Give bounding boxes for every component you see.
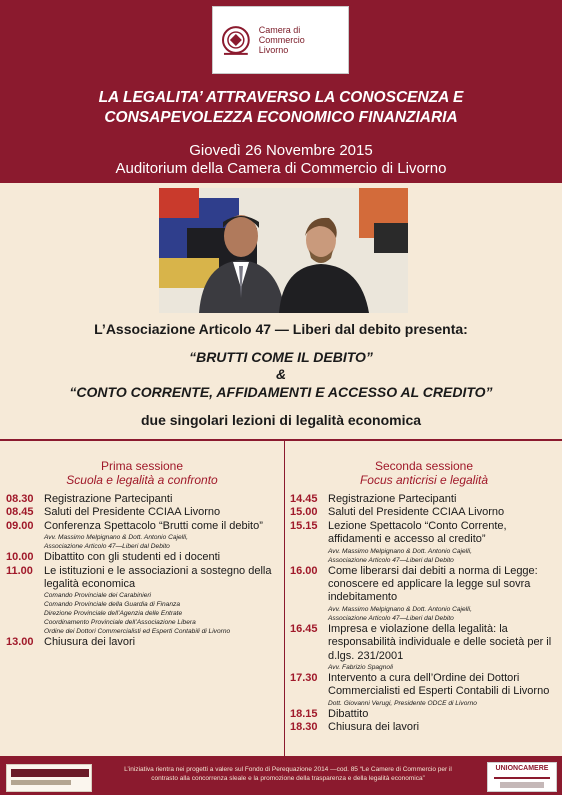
speaker-note: Comando Provinciale della Guardia di Finanza [44, 601, 180, 609]
schedule-time: 14.45 [290, 493, 318, 505]
session2-name: Seconda sessione [374, 459, 474, 473]
schedule-row [290, 565, 558, 605]
schedule-time: 11.00 [6, 564, 33, 577]
schedule-item: Dibattito [328, 707, 369, 720]
schedule-item: Registrazione Partecipanti [44, 493, 173, 505]
schedule-time: 08.30 [6, 493, 34, 505]
schedule-item: Impresa e violazione della legalità: la responsabilità individuale e delle società per il d.lgs. 231/2001 [328, 622, 552, 662]
speaker-note: Ordine dei Dottori Commercialisti ed Esperti Contabili di Livorno [44, 628, 231, 636]
session2-schedule [290, 493, 558, 735]
speaker-note: Dott. Giovanni Verugi, Presidente ODCE di Livorno [328, 699, 477, 707]
schedule-row [6, 636, 284, 649]
logo-line1: Camera di Commercio [258, 25, 305, 45]
horizontal-divider [0, 439, 562, 441]
speakers-photo [159, 188, 408, 313]
logo-text [259, 25, 348, 55]
content-panel [0, 183, 562, 756]
schedule-time: 16.45 [290, 622, 318, 635]
event-venue: Auditorium della Camera di Commercio di Livorno [115, 160, 447, 177]
schedule-row [290, 672, 558, 699]
speaker-note: Avv. Fabrizio Spagnoli [328, 664, 393, 672]
schedule-item: Registrazione Partecipanti [328, 493, 457, 505]
schedule-item: Le istituzioni e le associazioni a sostegno della legalità economica [44, 564, 272, 591]
unioncamere-logo [487, 762, 557, 792]
partner-logo-left [6, 764, 92, 792]
schedule-item: Come liberarsi dai debiti a norma di Legge: conoscere ed applicare la legge sul sovra indebitamento [328, 564, 538, 604]
speaker-note: Avv. Massimo Melpignano & Dott. Antonio Cajelli, [328, 547, 472, 555]
schedule-time: 08.45 [6, 506, 34, 519]
schedule-row [290, 493, 558, 506]
schedule-item: Lezione Spettacolo “Conto Corrente, affidamenti e accesso al credito” [328, 519, 507, 546]
schedule-time: 16.00 [290, 564, 318, 577]
speakers-photo-illustration [159, 188, 408, 313]
speaker-note: Avv. Massimo Melpignano & Dott. Antonio Cajelli, [328, 605, 472, 613]
intro-line: L’Associazione Articolo 47 — Liberi dal debito presenta: [94, 321, 468, 337]
speaker-note: Associazione Articolo 47—Liberi dal Debito [44, 543, 170, 551]
logo-line2: Livorno [258, 45, 289, 55]
session1-schedule [6, 493, 284, 650]
schedule-item: Saluti del Presidente CCIAA Livorno [44, 506, 221, 519]
session1-subtitle: Scuola e legalità a confronto [66, 473, 218, 487]
schedule-item: Intervento a cura dell’Ordine dei Dottori Commercialisti ed Esperti Contabili di Livorno [328, 672, 550, 698]
event-title [0, 88, 562, 128]
speaker-note: Associazione Articolo 47—Liberi dal Debito [328, 614, 454, 622]
schedule-time: 13.00 [6, 636, 34, 649]
schedule-row [290, 506, 558, 519]
schedule-item: Conferenza Spettacolo “Brutti come il debito” [44, 519, 263, 532]
schedule-row [6, 520, 284, 533]
show-title-1: “BRUTTI COME IL DEBITO” [189, 349, 373, 365]
schedule-row [6, 565, 284, 592]
footer-note [100, 765, 476, 783]
footer [0, 756, 562, 795]
vertical-divider [284, 441, 285, 756]
session1-heading [6, 459, 278, 487]
schedule-row [290, 623, 558, 663]
lessons-subtitle: due singolari lezioni di legalità economica [140, 412, 422, 428]
schedule-time: 17.30 [290, 672, 318, 685]
schedule-item: Dibattito con gli studenti ed i docenti [44, 551, 221, 564]
session2-heading [288, 459, 560, 487]
chamber-logo [212, 6, 349, 74]
event-date: Giovedì 26 Novembre 2015 [189, 142, 373, 159]
unioncamere-label: UNIONCAMERE [495, 765, 549, 772]
footer-line2: contrasto alla concorrenza sleale e la promozione della trasparenza e della legalità economica” [151, 775, 425, 782]
schedule-item: Saluti del Presidente CCIAA Livorno [328, 506, 505, 519]
schedule-time: 15.00 [290, 506, 318, 519]
session2-subtitle: Focus anticrisi e legalità [359, 473, 489, 487]
speaker-note: Coordinamento Provinciale dell’Associazione Libera [44, 619, 196, 627]
title-line2: CONSAPEVOLEZZA ECONOMICO FINANZIARIA [104, 109, 458, 126]
schedule-item: Chiusura dei lavori [328, 721, 420, 734]
speaker-note: Associazione Articolo 47—Liberi dal Debito [328, 556, 454, 564]
schedule-time: 18.15 [290, 707, 318, 720]
show-title-2: “CONTO CORRENTE, AFFIDAMENTI E ACCESSO AL CREDITO” [69, 384, 493, 400]
schedule-row [290, 520, 558, 547]
session1-name: Prima sessione [100, 459, 184, 473]
schedule-time: 10.00 [6, 551, 34, 564]
schedule-item: Chiusura dei lavori [44, 636, 136, 649]
speaker-note: Comando Provinciale dei Carabinieri [44, 592, 152, 600]
ampersand: & [275, 366, 287, 382]
schedule-time: 15.15 [290, 519, 318, 532]
schedule-row [6, 506, 284, 519]
title-line1: LA LEGALITA’ ATTRAVERSO LA CONOSCENZA E [98, 89, 464, 106]
schedule-row [6, 493, 284, 506]
speaker-note: Avv. Massimo Melpignano & Dott. Antonio Cajelli, [44, 534, 188, 542]
schedule-row [290, 721, 558, 734]
seal-icon [221, 23, 251, 57]
schedule-time: 18.30 [290, 721, 318, 734]
schedule-row [6, 551, 284, 564]
schedule-time: 09.00 [6, 519, 34, 532]
schedule-row [290, 708, 558, 721]
footer-line1: L’iniziativa rientra nei progetti a valere sul Fondo di Perequazione 2014 —cod. 85 “Le Camere di Commercio per il [124, 766, 452, 773]
speaker-note: Direzione Provinciale dell’Agenzia delle Entrate [44, 610, 183, 618]
